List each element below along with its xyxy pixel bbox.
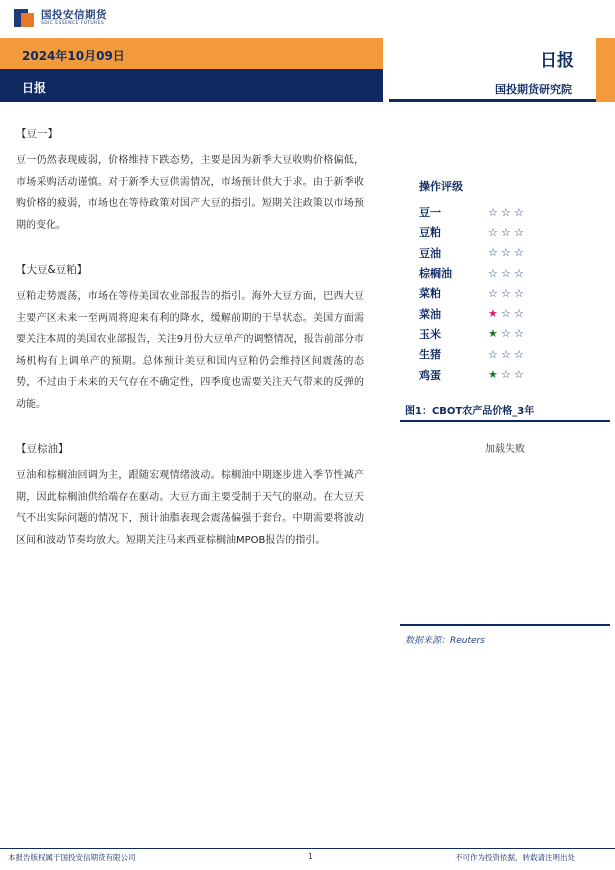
empty-star-icon: ☆ [514,347,524,361]
section-soybean-one [16,126,364,236]
rating-stars [488,207,527,218]
empty-star-icon: ☆ [514,246,524,260]
empty-star-icon: ☆ [501,286,511,300]
section-body: 豆粕走势震荡，市场在等待美国农业部报告的指引。海外大豆方面，巴西大豆主要产区未来一至两周将迎来有利的降水，缓解前期的干旱状态。美国方面需要关注本周的美国农业部报告，关注9月份大豆单产的调整情况，报告前部分市场机构有上调单产的预期。总体预计美豆和国内豆粕仍会维持区间震荡的态势，不过由于未来的天气存在不确定性，四季度也需要关注天气带来的反弹的动能。 [16,291,364,410]
header-band-navy [0,69,383,102]
rating-stars [488,227,527,238]
rating-row [405,263,585,283]
rating-stars [488,288,527,299]
empty-star-icon: ☆ [501,225,511,239]
rating-stars [488,328,527,339]
logo-name-cn: 国投安信期货 [41,8,107,21]
logo-icon [14,7,36,29]
rating-row [405,283,585,303]
section-soybean-meal [16,262,364,415]
rating-row [405,364,585,384]
empty-star-icon: ☆ [501,266,511,280]
section-body: 豆一仍然表现疲弱，价格维持下跌态势，主要是因为新季大豆收购价格偏低，市场采购活动谨慎。对于新季大豆供需情况，市场预计供大于求。由于新季收购价格的疲弱，市场也在等待政策对国产大豆的指引。短期关注政策以市场预期的变化。 [16,155,364,231]
report-type-title: 日报 [540,51,574,71]
rating-product-name: 豆一 [419,206,441,220]
commentary-column [16,126,364,577]
figure-load-failed-text: 加载失败 [485,444,525,455]
empty-star-icon: ☆ [514,327,524,341]
rating-row [405,243,585,263]
rating-stars [488,247,527,258]
rating-stars [488,308,527,319]
rating-row [405,324,585,344]
section-title: 【大豆&豆粕】 [16,264,88,276]
figure-bottom-rule [400,624,610,626]
operation-rating-table [405,178,585,385]
footer-copyright: 本报告版权属于国投安信期货有限公司 [8,853,136,862]
filled-star-icon: ★ [488,327,498,341]
rating-product-name: 菜油 [419,307,441,321]
logo-name-en: SDIC ESSENCE FUTURES [41,21,105,26]
figure-top-rule [400,420,610,422]
footer-rule [0,848,615,849]
footer-disclaimer: 不可作为投资依据，转载请注明出处 [455,853,575,862]
empty-star-icon: ☆ [501,246,511,260]
empty-star-icon: ☆ [514,286,524,300]
empty-star-icon: ☆ [501,205,511,219]
rating-stars [488,369,527,380]
section-title: 【豆棕油】 [16,443,69,455]
figure-source: 数据来源：Reuters [405,636,485,646]
rating-row [405,222,585,242]
empty-star-icon: ☆ [488,347,498,361]
rating-row [405,202,585,222]
rating-product-name: 豆粕 [419,226,441,240]
figure-title: 图1：CBOT农产品价格_3年 [405,406,535,417]
filled-star-icon: ★ [488,307,498,321]
empty-star-icon: ☆ [514,205,524,219]
rating-product-name: 生猪 [419,348,441,362]
empty-star-icon: ☆ [488,286,498,300]
empty-star-icon: ☆ [488,246,498,260]
institute-name: 国投期货研究院 [495,83,572,96]
empty-star-icon: ☆ [514,307,524,321]
rating-stars [488,268,527,279]
page-number: 1 [308,852,313,861]
section-soy-palm-oil [16,441,364,551]
rating-product-name: 豆油 [419,246,441,260]
filled-star-icon: ★ [488,368,498,382]
empty-star-icon: ☆ [488,205,498,219]
rating-title: 操作评级 [419,180,463,193]
empty-star-icon: ☆ [514,266,524,280]
rating-product-name: 鸡蛋 [419,368,441,382]
section-title: 【豆一】 [16,128,58,140]
empty-star-icon: ☆ [488,266,498,280]
rating-row [405,303,585,323]
rating-stars [488,349,527,360]
rating-product-name: 棕榈油 [419,267,452,281]
empty-star-icon: ☆ [501,368,511,382]
report-date: 2024年10月09日 [22,49,125,63]
header-accent-strip [596,38,615,102]
empty-star-icon: ☆ [501,347,511,361]
empty-star-icon: ☆ [488,225,498,239]
rating-row [405,344,585,364]
company-logo [14,7,107,29]
rating-product-name: 菜粕 [419,287,441,301]
empty-star-icon: ☆ [514,225,524,239]
empty-star-icon: ☆ [501,327,511,341]
empty-star-icon: ☆ [514,368,524,382]
report-type-label: 日报 [22,81,47,95]
empty-star-icon: ☆ [501,307,511,321]
rating-product-name: 玉米 [419,327,441,341]
section-body: 豆油和棕榈油回调为主，跟随宏观情绪波动。棕榈油中期逐步进入季节性减产期，因此棕榈油供给端存在驱动。大豆方面主要受制于天气的驱动。在大豆天气不出实际问题的情况下，预计油脂表现会震荡偏强于套台。中期需要将波动区间和波动节奏均放大。短期关注马来西亚棕榈油MPOB报告的指引。 [16,470,364,546]
